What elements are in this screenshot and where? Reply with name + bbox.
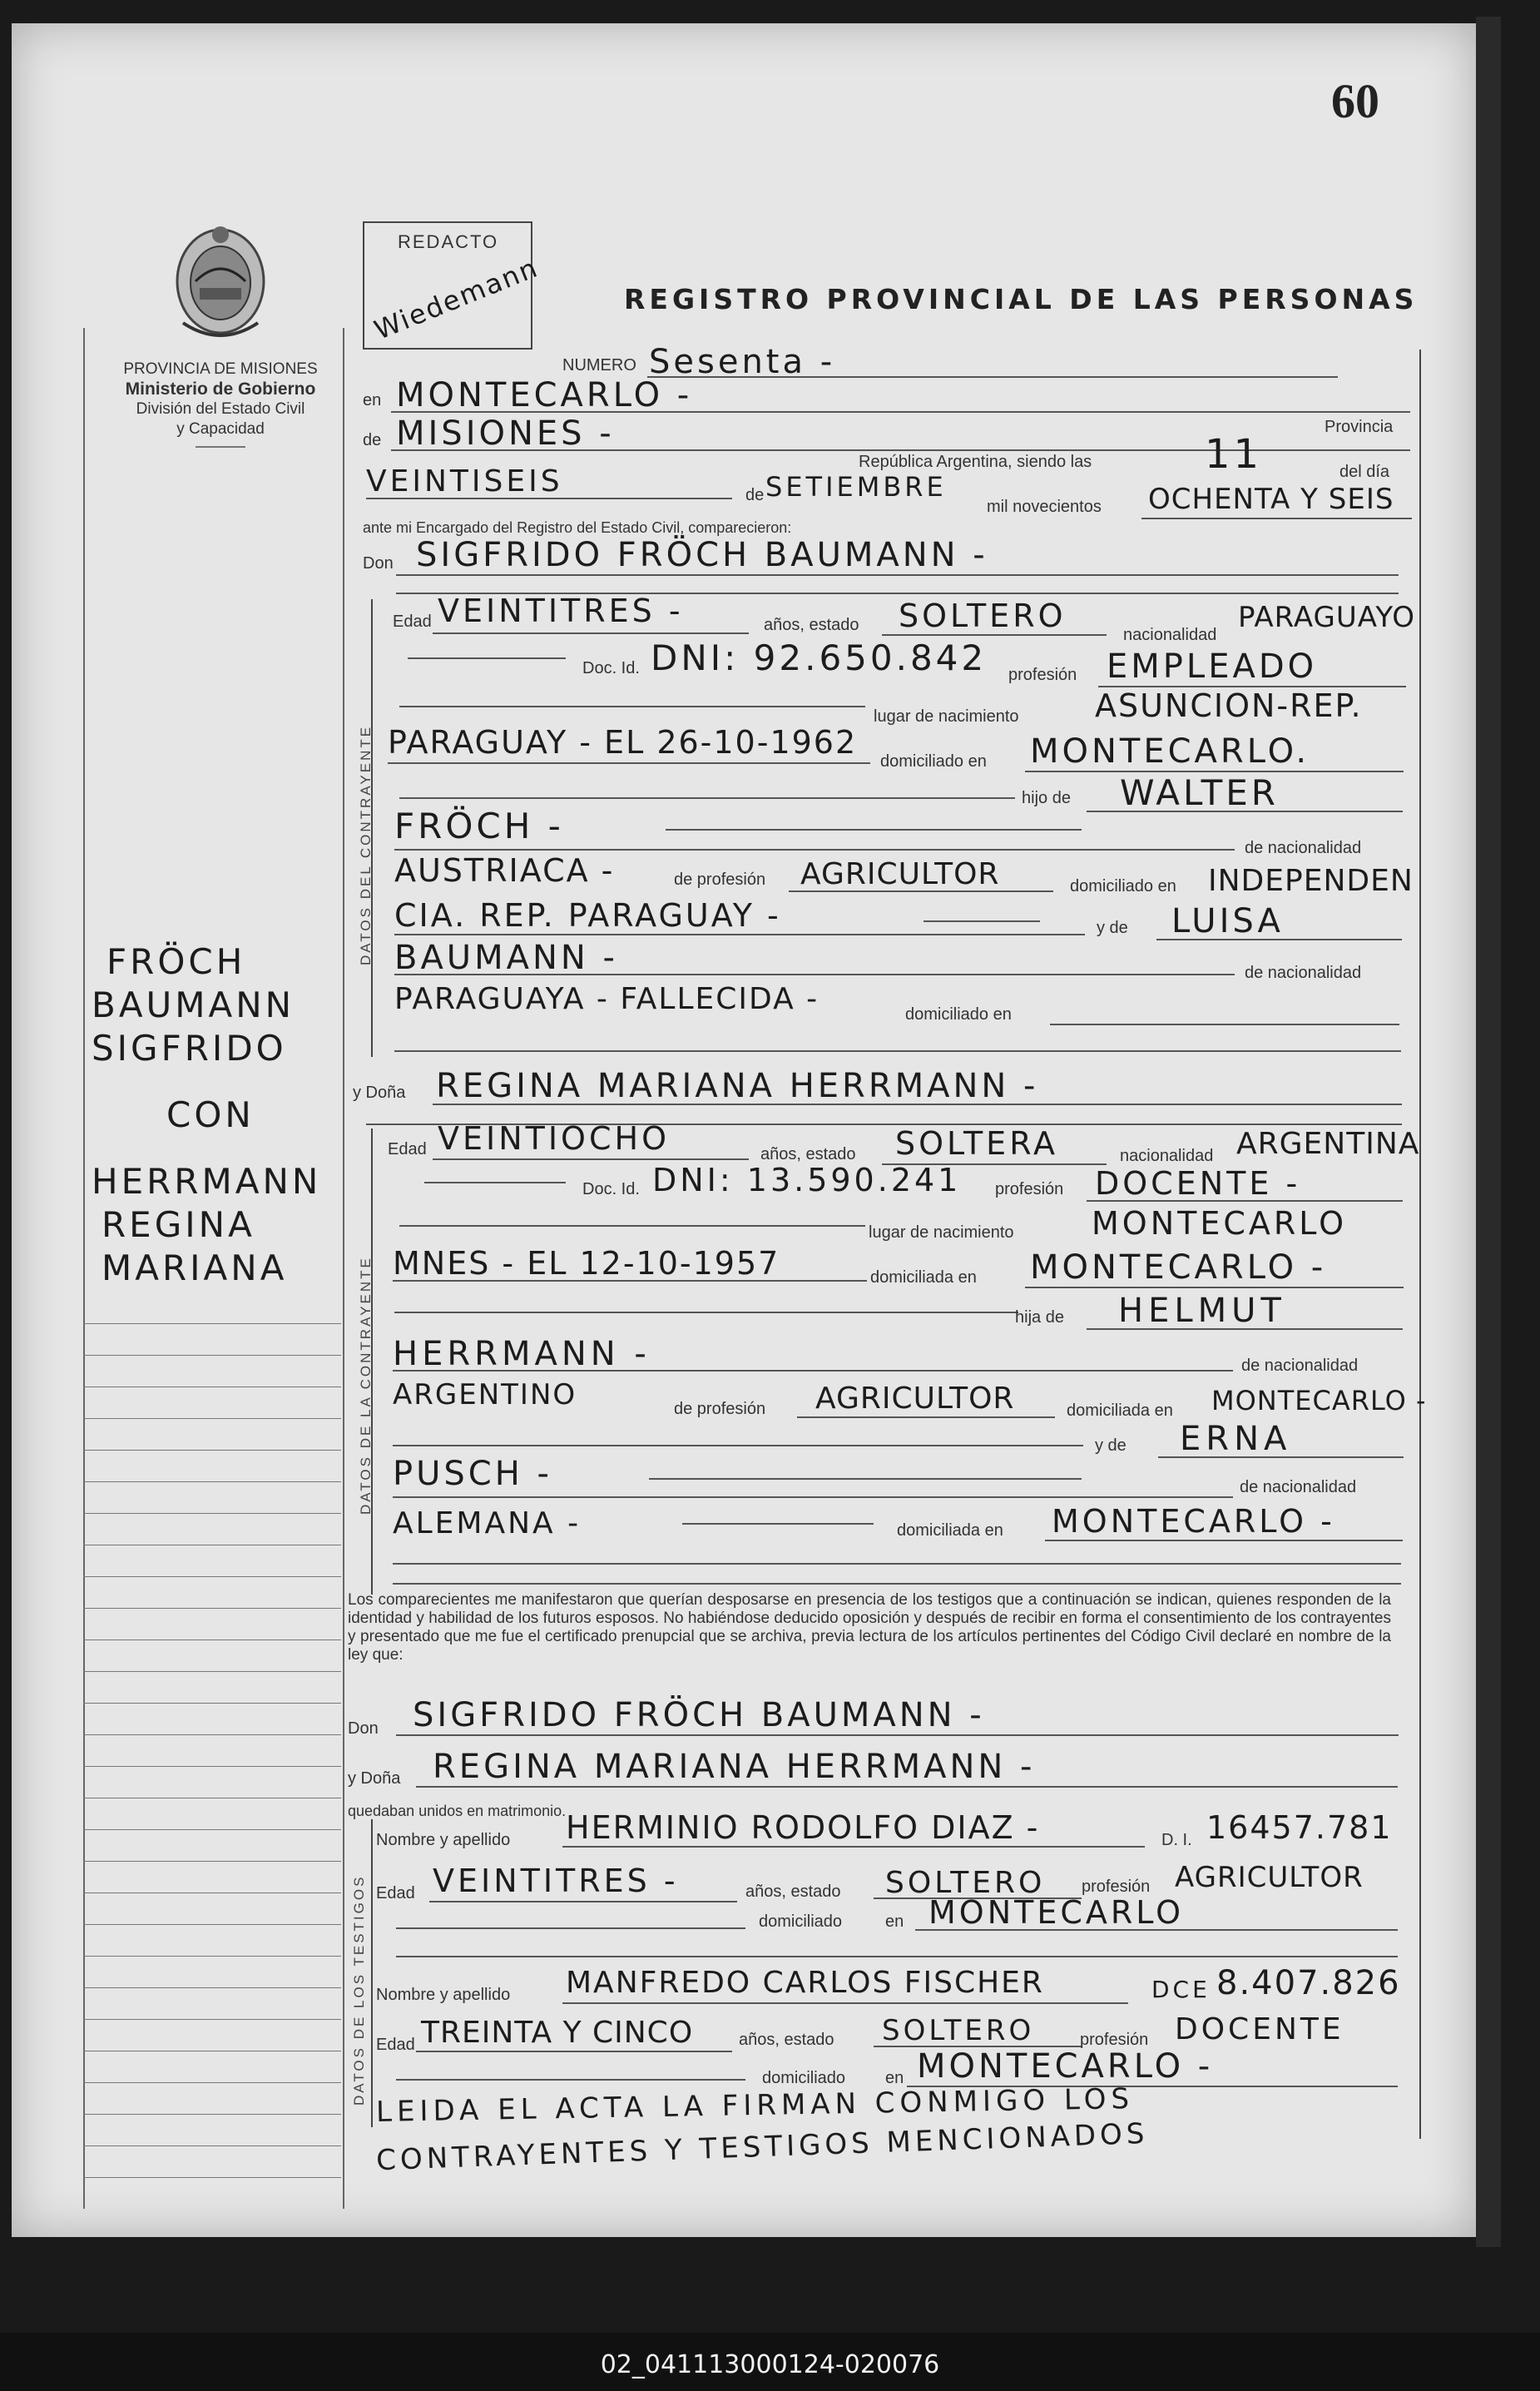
don-label: Don bbox=[363, 554, 394, 573]
footer-id: 02_041113000124-020076 bbox=[600, 2350, 940, 2379]
padre-f-prof-label: de profesión bbox=[674, 1400, 766, 1418]
leida-line-2: CONTRAYENTES Y TESTIGOS MENCIONADOS bbox=[375, 2116, 1150, 2178]
t1-estado-label: años, estado bbox=[745, 1883, 841, 1901]
lugar-f-value-2: MNES - EL 12-10-1957 bbox=[393, 1245, 780, 1282]
page-number: 60 bbox=[1331, 74, 1379, 128]
padre-nombre: WALTER bbox=[1120, 772, 1279, 813]
y-dona-label: y Doña bbox=[353, 1084, 406, 1102]
madre-f-nacionalidad: ALEMANA - bbox=[393, 1506, 582, 1540]
estado-value: SOLTERO bbox=[899, 598, 1067, 634]
leida-line-1: LEIDA EL ACTA LA FIRMAN CONMIGO LOS bbox=[375, 2082, 1135, 2129]
margin-ruled-line bbox=[83, 1386, 341, 1387]
margin-note-line: MARIANA bbox=[102, 1248, 288, 1288]
padre-f-nac-label: de nacionalidad bbox=[1241, 1357, 1359, 1375]
padre-apellido: FRÖCH - bbox=[394, 806, 564, 846]
t1-en-label: en bbox=[885, 1912, 904, 1931]
t1-edad-label: Edad bbox=[376, 1884, 415, 1902]
testigo1-profesion: AGRICULTOR bbox=[1175, 1861, 1364, 1894]
dia-value: VEINTISEIS bbox=[366, 464, 563, 499]
margin-ruled-line bbox=[83, 1703, 341, 1704]
madre-f-nombre: ERNA bbox=[1180, 1420, 1292, 1458]
madre-f-nac-label: de nacionalidad bbox=[1240, 1478, 1357, 1496]
lugar-f-label: lugar de nacimiento bbox=[869, 1223, 1014, 1242]
testigo2-nombre: MANFREDO CARLOS FISCHER bbox=[566, 1966, 1044, 2000]
margin-ruled-line bbox=[83, 2145, 341, 2146]
provincia-label: Provincia bbox=[1325, 418, 1394, 436]
madre-nombre: LUISA bbox=[1171, 902, 1284, 940]
contrayente-nombre-2: SIGFRIDO FRÖCH BAUMANN - bbox=[413, 1696, 985, 1734]
prof-f-value: DOCENTE - bbox=[1095, 1165, 1301, 1202]
dom-f-value: MONTECARLO - bbox=[1030, 1248, 1327, 1287]
office-capacity: y Capacidad bbox=[176, 420, 265, 438]
issuing-office bbox=[92, 360, 349, 448]
testigo2-profesion: DOCENTE bbox=[1175, 2012, 1344, 2046]
doc-f-label: Doc. Id. bbox=[582, 1180, 640, 1198]
madre-nac-label: de nacionalidad bbox=[1245, 964, 1362, 982]
padre-dom-label: domiciliado en bbox=[1070, 877, 1176, 895]
y-de-label: y de bbox=[1097, 919, 1128, 937]
margin-ruled-line bbox=[83, 1734, 341, 1735]
lugar-value-2: PARAGUAY - EL 26-10-1962 bbox=[388, 724, 858, 761]
t2-edad-label: Edad bbox=[376, 2036, 415, 2054]
t2-prof-label: profesión bbox=[1080, 2031, 1149, 2049]
section-contrayente-f-label: DATOS DE LA CONTRAYENTE bbox=[358, 1256, 374, 1515]
t1-prof-label: profesión bbox=[1082, 1878, 1151, 1896]
margin-ruled-line bbox=[83, 1608, 341, 1609]
prof-f-label: profesión bbox=[995, 1180, 1064, 1198]
padre-nacionalidad: AUSTRIACA - bbox=[394, 852, 615, 889]
testigos-rule bbox=[371, 1819, 373, 2127]
testigo2-estado: SOLTERO bbox=[882, 2014, 1035, 2047]
nacionalidad-label: nacionalidad bbox=[1123, 626, 1217, 644]
doc-label: Doc. Id. bbox=[582, 659, 640, 677]
office-ministry: Ministerio de Gobierno bbox=[125, 379, 316, 399]
testigo2-doc-label: DCE bbox=[1151, 1976, 1211, 2003]
lugar-label: lugar de nacimiento bbox=[874, 707, 1019, 726]
contrayente-f-nombre: REGINA MARIANA HERRMANN - bbox=[436, 1067, 1039, 1105]
margin-ruled-line bbox=[83, 1924, 341, 1925]
testigo1-domicilio: MONTECARLO bbox=[928, 1894, 1185, 1931]
madre-dom-label: domiciliado en bbox=[905, 1005, 1012, 1024]
en-label: en bbox=[363, 391, 382, 409]
domicilio-value: MONTECARLO. bbox=[1030, 732, 1310, 771]
mes-value: SETIEMBRE bbox=[765, 471, 947, 503]
section-contrayente-label: DATOS DEL CONTRAYENTE bbox=[358, 724, 374, 965]
testigo1-nombre: HERMINIO RODOLFO DIAZ - bbox=[566, 1809, 1040, 1846]
ciudad-value: MONTECARLO - bbox=[396, 376, 693, 414]
margin-ruled-line bbox=[83, 2177, 341, 2178]
anos-estado-label: años, estado bbox=[764, 616, 859, 634]
t1-dom-label: domiciliado bbox=[759, 1912, 843, 1931]
contrayente-nombre: SIGFRIDO FRÖCH BAUMANN - bbox=[416, 536, 988, 574]
margin-ruled-line bbox=[83, 1671, 341, 1672]
de-profesion-label: de profesión bbox=[674, 871, 766, 889]
nac-f-value: ARGENTINA bbox=[1236, 1127, 1420, 1161]
t1-nombre-label: Nombre y apellido bbox=[376, 1831, 511, 1849]
ante-label: ante mi Encargado del Registro del Estado Civil, comparecieron: bbox=[363, 519, 792, 536]
redacto-label: REDACTO bbox=[398, 231, 499, 252]
edad-label: Edad bbox=[393, 613, 432, 631]
doc-value: DNI: 92.650.842 bbox=[651, 637, 988, 678]
profesion-label: profesión bbox=[1008, 666, 1077, 684]
margin-ruled-line bbox=[83, 1639, 341, 1640]
margin-note-line: SIGFRIDO bbox=[92, 1028, 287, 1069]
t2-en-label: en bbox=[885, 2069, 904, 2087]
edad-value: VEINTITRES - bbox=[438, 593, 684, 629]
anio-value: OCHENTA Y SEIS bbox=[1148, 483, 1394, 516]
edad-f-value: VEINTIOCHO bbox=[438, 1120, 670, 1157]
mes-label: de bbox=[745, 486, 765, 504]
lugar-f-value: MONTECARLO bbox=[1092, 1205, 1348, 1242]
padre-f-nacionalidad: ARGENTINO bbox=[393, 1378, 577, 1411]
margin-ruled-line bbox=[83, 1481, 341, 1482]
testigo1-estado: SOLTERO bbox=[885, 1866, 1046, 1900]
de-nacionalidad-label: de nacionalidad bbox=[1245, 839, 1362, 857]
madre-nacionalidad: PARAGUAYA - FALLECIDA - bbox=[394, 982, 820, 1016]
padre-profesion: AGRICULTOR bbox=[800, 857, 1000, 891]
republica-label: República Argentina, siendo las bbox=[859, 453, 1092, 471]
t2-dom-label: domiciliado bbox=[762, 2069, 846, 2087]
padre-domicilio-2: CIA. REP. PARAGUAY - bbox=[394, 897, 781, 934]
nac-f-label: nacionalidad bbox=[1120, 1147, 1214, 1165]
contrayente-f-nombre-2: REGINA MARIANA HERRMANN - bbox=[433, 1748, 1036, 1786]
margin-note-line: FRÖCH bbox=[106, 941, 246, 982]
testigo1-di: 16457.781 bbox=[1206, 1809, 1393, 1846]
office-division: División del Estado Civil bbox=[136, 400, 305, 418]
margin-ruled-line bbox=[83, 1418, 341, 1419]
redacto-box bbox=[363, 221, 543, 350]
hija-label: hija de bbox=[1015, 1308, 1064, 1327]
margin-ruled-line bbox=[83, 1829, 341, 1830]
y-dona-2-label: y Doña bbox=[348, 1769, 401, 1788]
testigo1-edad: VEINTITRES - bbox=[433, 1863, 679, 1899]
margin-ruled-line bbox=[83, 1450, 341, 1451]
madre-f-domicilio: MONTECARLO - bbox=[1052, 1503, 1335, 1540]
dom-f-label: domiciliada en bbox=[870, 1268, 977, 1287]
madre-f-dom-label: domiciliada en bbox=[897, 1521, 1003, 1540]
form-border bbox=[1419, 350, 1421, 2139]
margin-ruled-line bbox=[83, 1861, 341, 1862]
padre-f-domicilio: MONTECARLO - bbox=[1211, 1385, 1427, 1416]
margin-ruled-line bbox=[83, 2019, 341, 2020]
margin-ruled-line bbox=[83, 1576, 341, 1577]
edad-f-label: Edad bbox=[388, 1140, 427, 1158]
margin-ruled-line bbox=[83, 2114, 341, 2115]
declaration-paragraph: Los comparecientes me manifestaron que querían desposarse en presencia de los testigos que a continuación se indican, quienes responden de la identidad y habilidad de los futuros esposos. No habiéndose deducido oposición y después de recibir en forma el consentimiento de los contrayentes y presentado que me fue el certificado prenupcial que se archiva, previa lectura de los artículos pertinentes del Código Civil declaré en nombre de la ley que: bbox=[348, 1591, 1391, 1664]
hijo-label: hijo de bbox=[1022, 789, 1071, 807]
margin-ruled-line bbox=[83, 2082, 341, 2083]
margin-rule bbox=[83, 328, 85, 2209]
padre-f-apellido: HERRMANN - bbox=[393, 1335, 651, 1373]
madre-f-apellido: PUSCH - bbox=[393, 1455, 552, 1493]
numero-label: NUMERO bbox=[562, 356, 636, 375]
section-testigos-label: DATOS DE LOS TESTIGOS bbox=[351, 1874, 367, 2106]
madre-apellido: BAUMANN - bbox=[394, 939, 618, 977]
margin-ruled-line bbox=[83, 1987, 341, 1988]
padre-f-nombre: HELMUT bbox=[1118, 1292, 1286, 1330]
estado-f-value: SOLTERA bbox=[895, 1125, 1059, 1162]
margin-ruled-line bbox=[83, 1513, 341, 1514]
margin-note-line: REGINA bbox=[102, 1204, 255, 1245]
margin-note-line: HERRMANN bbox=[92, 1161, 322, 1202]
margin-ruled-line bbox=[83, 1892, 341, 1893]
t2-nombre-label: Nombre y apellido bbox=[376, 1986, 511, 2004]
margin-ruled-line bbox=[83, 1956, 341, 1957]
testigo2-domicilio: MONTECARLO - bbox=[917, 2047, 1214, 2086]
margin-note bbox=[92, 940, 341, 1290]
office-province: PROVINCIA DE MISIONES bbox=[123, 360, 318, 378]
testigo2-edad: TREINTA Y CINCO bbox=[421, 2016, 694, 2050]
quedaban-label: quedaban unidos en matrimonio. bbox=[348, 1803, 567, 1819]
t2-estado-label: años, estado bbox=[739, 2031, 834, 2049]
del-dia-label: del día bbox=[1339, 463, 1390, 481]
padre-f-profesion: AGRICULTOR bbox=[815, 1382, 1015, 1416]
margin-rule-right bbox=[343, 328, 344, 2209]
mil-label: mil novecientos bbox=[987, 498, 1102, 516]
doc-f-value: DNI: 13.590.241 bbox=[652, 1162, 962, 1198]
provincia-value: MISIONES - bbox=[396, 414, 615, 453]
domiciliado-label: domiciliado en bbox=[880, 752, 987, 771]
profesion-value: EMPLEADO bbox=[1107, 647, 1318, 686]
margin-note-line: BAUMANN bbox=[92, 985, 295, 1025]
padre-domicilio: INDEPENDEN bbox=[1208, 864, 1414, 898]
anos-estado-f-label: años, estado bbox=[760, 1145, 856, 1163]
don-2-label: Don bbox=[348, 1719, 379, 1738]
y-de-f-label: y de bbox=[1095, 1436, 1127, 1455]
book-edge bbox=[1476, 17, 1501, 2247]
document-title: REGISTRO PROVINCIAL DE LAS PERSONAS bbox=[624, 283, 1419, 315]
margin-ruled-line bbox=[83, 1323, 341, 1324]
lugar-value: ASUNCION-REP. bbox=[1095, 687, 1363, 724]
margin-ruled-line bbox=[83, 1766, 341, 1767]
redacto-signature: Wiedemann bbox=[369, 251, 543, 346]
margin-ruled-line bbox=[83, 1355, 341, 1356]
t1-di-label: D. I. bbox=[1161, 1831, 1192, 1849]
numero-value: Sesenta - bbox=[649, 343, 836, 381]
padre-f-dom-label: domiciliada en bbox=[1067, 1401, 1173, 1420]
margin-note-line: CON bbox=[166, 1094, 255, 1135]
hora-value: 11 bbox=[1205, 431, 1263, 478]
testigo2-doc: 8.407.826 bbox=[1216, 1964, 1401, 2002]
nacionalidad-value: PARAGUAYO bbox=[1238, 601, 1416, 634]
de-label: de bbox=[363, 431, 382, 449]
coat-of-arms-icon bbox=[166, 223, 275, 352]
